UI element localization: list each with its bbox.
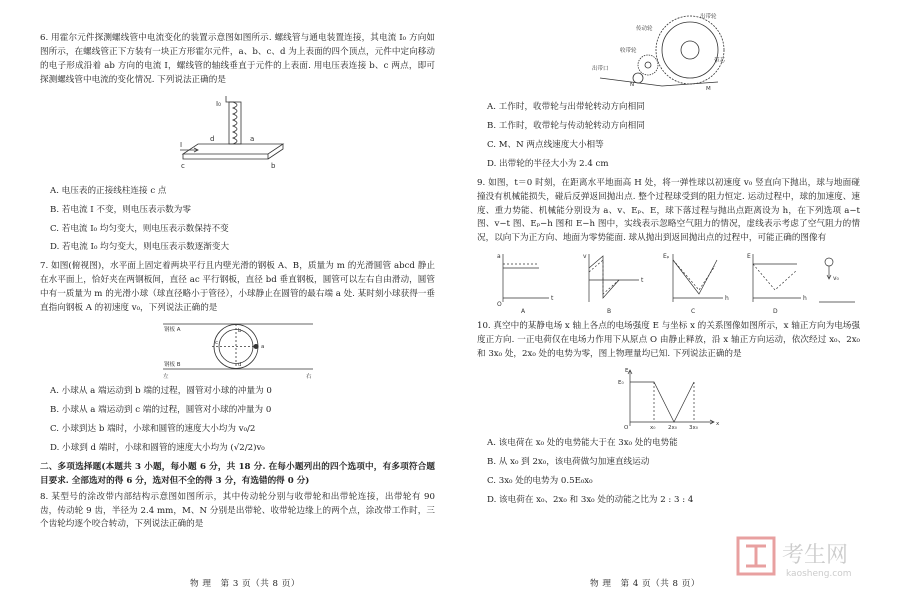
- fig8-label-outlet: 出带口: [592, 66, 609, 72]
- q8-option-b: B. 工作时，收带轮与传动轮转动方向相同: [487, 120, 645, 131]
- watermark-url: kaosheng.com: [786, 569, 852, 579]
- fig9-axis-h1: h: [724, 295, 729, 303]
- fig9-v0-label: v₀: [832, 275, 839, 283]
- fig9-axis-t2: t: [640, 277, 643, 285]
- fig9-axis-ep: Eₚ: [662, 253, 669, 261]
- watermark: [736, 532, 886, 582]
- fig7-label-d: d: [237, 362, 241, 369]
- fig7-label-a: a: [260, 344, 264, 351]
- q10-option-d: D. 该电荷在 x₀、2x₀ 和 3x₀ 处的动能之比为 2 : 3 : 4: [487, 494, 694, 505]
- question-9-stem: 9. 如图，t＝0 时刻，在距离水平地面高 H 处，将一弹性球以初速度 v₀ 竖直向下抛出，球与地面碰撞没有机械能损失，碰后反弹返回抛出点. 整个过程球受到的阻力恒定. 运动过程中，球的加速度、速度、重力势能、机械能分别设为 a、v、Eₚ、E，球下落过程与抛出点距离设为 h，在下列选项 a−t 图、v−t 图、Eₚ−h 图和 E−h 图中，实线表示忽略空气阻力的情况，虚线表示考虑了空气阻力的情况，以向下为正方向、地面为零势能面. 球从抛出到返回抛出点的过程中，可能正确的图像有: [477, 177, 860, 244]
- watermark-logo: [736, 532, 886, 582]
- fig10-tick-2x0: 2x₀: [667, 425, 677, 432]
- fig7-label-b: b: [237, 328, 241, 335]
- fig8-label-drive-wheel: 传动轮: [636, 26, 653, 32]
- q6-option-d: D. 若电流 I₀ 均匀变大，则电压表示数逐渐变大: [50, 242, 230, 253]
- fig10-ylabel: E: [624, 368, 628, 375]
- q7-option-c: C. 小球到达 b 端时，小球和圆管的速度大小均为 v₀/2: [50, 423, 256, 434]
- fig9-letter-a: A: [520, 308, 525, 316]
- question-8-figure: [590, 10, 740, 92]
- q7-option-d: D. 小球到 d 端时，小球和圆管的速度大小均为 (√2/2)v₀: [50, 442, 265, 453]
- fig8-label-n: N: [630, 82, 635, 88]
- fig7-label-c: c: [214, 340, 218, 347]
- question-6-figure: [178, 92, 298, 180]
- fig10-tick-x0: x₀: [649, 425, 655, 432]
- fig10-xlabel: x: [715, 421, 719, 428]
- q7-option-b: B. 小球从 a 端运动到 c 端的过程，圆管对小球的冲量为 0: [50, 404, 272, 415]
- question-6-stem: 6. 用霍尔元件探测螺线管中电流变化的装置示意图如图所示. 螺线管与通电装置连接，其电流 I₀ 方向如图所示，在螺线管正下方装有一块正方形霍尔元件，a、b、c、d 为上表面的四个顶点，元件中定向移动的电子形成沿着 ab 方向的电流 I，螺线管的轴线垂直于元件的上表面. 用电压表连接 b、c 两点，即可探测螺线管中电流的变化情况. 下列说法正确的是: [40, 33, 435, 85]
- q8-option-d: D. 出带轮的半径大小为 2.4 cm: [487, 158, 609, 169]
- fig8-label-out-wheel: 出带轮: [700, 14, 717, 20]
- fig6-label-c: c: [180, 161, 185, 170]
- fig8-label-m: M: [706, 86, 711, 92]
- fig9-axis-e: E: [746, 253, 751, 261]
- question-7-figure: [158, 320, 318, 380]
- q6-option-c: C. 若电流 I₀ 均匀变大，则电压表示数保持不变: [50, 223, 229, 234]
- fig7-label-left: 左: [162, 374, 169, 381]
- fig9-letter-c: C: [690, 308, 695, 316]
- right-column: [477, 96, 860, 513]
- fig9-axis-a: a: [496, 253, 501, 261]
- question-7-stem: 7. 如图(俯视图)，水平面上固定着两块平行且内壁光滑的钢板 A、B，质量为 m 的光滑圆管 abcd 静止在水平面上，恰好夹在两钢板间，直径 ac 平行钢板，直径 bd 垂直钢板，圆管可以左右自由滑动，圆管中有一质量为 m 的光滑小球（球直径略小于管径），小球静止在圆管的最右端 a 处. 某时刻小球获得一垂直指向钢板 A 的初速度 v₀，下列说法正确的是: [40, 261, 435, 314]
- fig8-label-take-wheel: 收带轮: [620, 48, 637, 54]
- fig7-label-plate-a: 钢板 A: [163, 327, 181, 334]
- section-2-heading: 二、多项选择题(本题共 3 小题，每小题 6 分，共 18 分. 在每小题列出的四个选项中，有多项符合题目要求. 全部选对的得 6 分，选对但不全的得 3 分，有选错的得 0 分): [40, 461, 435, 486]
- right-footer: 物 理 第 4 页（共 8 页）: [590, 579, 700, 589]
- right-page: [450, 0, 900, 598]
- q8-option-a: A. 工作时，收带轮与出带轮转动方向相同: [487, 102, 645, 112]
- fig10-e0: E₀: [617, 380, 624, 387]
- q8-option-c: C. M、N 两点线速度大小相等: [487, 139, 604, 150]
- left-footer: 物 理 第 3 页（共 8 页）: [190, 579, 300, 589]
- question-9-graphs: [479, 250, 859, 316]
- fig9-letter-b: B: [606, 308, 611, 316]
- fig7-label-right: 右: [305, 374, 312, 381]
- fig9-axis-v: v: [582, 253, 587, 261]
- fig10-tick-3x0: 3x₀: [688, 425, 698, 432]
- question-8-stem: 8. 某型号的涂改带内部结构示意图如图所示，其中传动轮分别与收带轮和出带轮连接，出带轮有 90 齿，传动轮 9 齿，半径为 2.4 mm，M、N 分别是出带轮、收带轮边缘上的两个点，涂改带工作时，三个齿轮均逐个咬合转动，下列说法正确的是: [40, 491, 435, 530]
- q10-option-c: C. 3x₀ 处的电势为 0.5E₀x₀: [487, 475, 593, 486]
- fig9-axis-h2: h: [802, 295, 807, 303]
- fig10-origin: O: [623, 425, 628, 432]
- fig6-label-b: b: [270, 161, 275, 170]
- q10-option-a: A. 该电荷在 x₀ 处的电势能大于在 3x₀ 处的电势能: [487, 438, 678, 449]
- fig7-label-plate-b: 钢板 B: [163, 362, 181, 369]
- fig6-label-a: a: [249, 134, 254, 143]
- fig9-letter-d: D: [772, 308, 778, 316]
- question-10-graph: [614, 366, 724, 432]
- watermark-brand: 考生网: [782, 543, 849, 568]
- q7-option-a: A. 小球从 a 端运动到 b 端的过程，圆管对小球的冲量为 0: [50, 386, 272, 397]
- q10-option-b: B. 从 x₀ 到 2x₀，该电荷做匀加速直线运动: [487, 456, 650, 467]
- left-column: [40, 32, 435, 534]
- fig8-label-core: 带芯: [714, 58, 726, 64]
- fig6-label-i0: I₀: [215, 99, 221, 108]
- question-10-stem: 10. 真空中的某静电场 x 轴上各点的电场强度 E 与坐标 x 的关系图像如图所示，x 轴正方向为电场强度正方向. 一正电荷仅在电场力作用下从原点 O 由静止释放，沿 x 轴正方向运动，依次经过 x₀、2x₀ 和 3x₀ 处，2x₀ 处的电势为零，图上物理量均已知. 下列说法正确的是: [477, 321, 860, 360]
- fig9-axis-t1: t: [550, 295, 553, 303]
- q6-option-b: B. 若电流 I 不变，则电压表示数为零: [50, 204, 191, 215]
- fig6-label-d: d: [209, 134, 214, 143]
- fig6-label-i: I: [179, 140, 182, 149]
- fig9-origin: O: [496, 301, 502, 309]
- q6-option-a: A. 电压表的正接线柱连接 c 点: [50, 185, 167, 196]
